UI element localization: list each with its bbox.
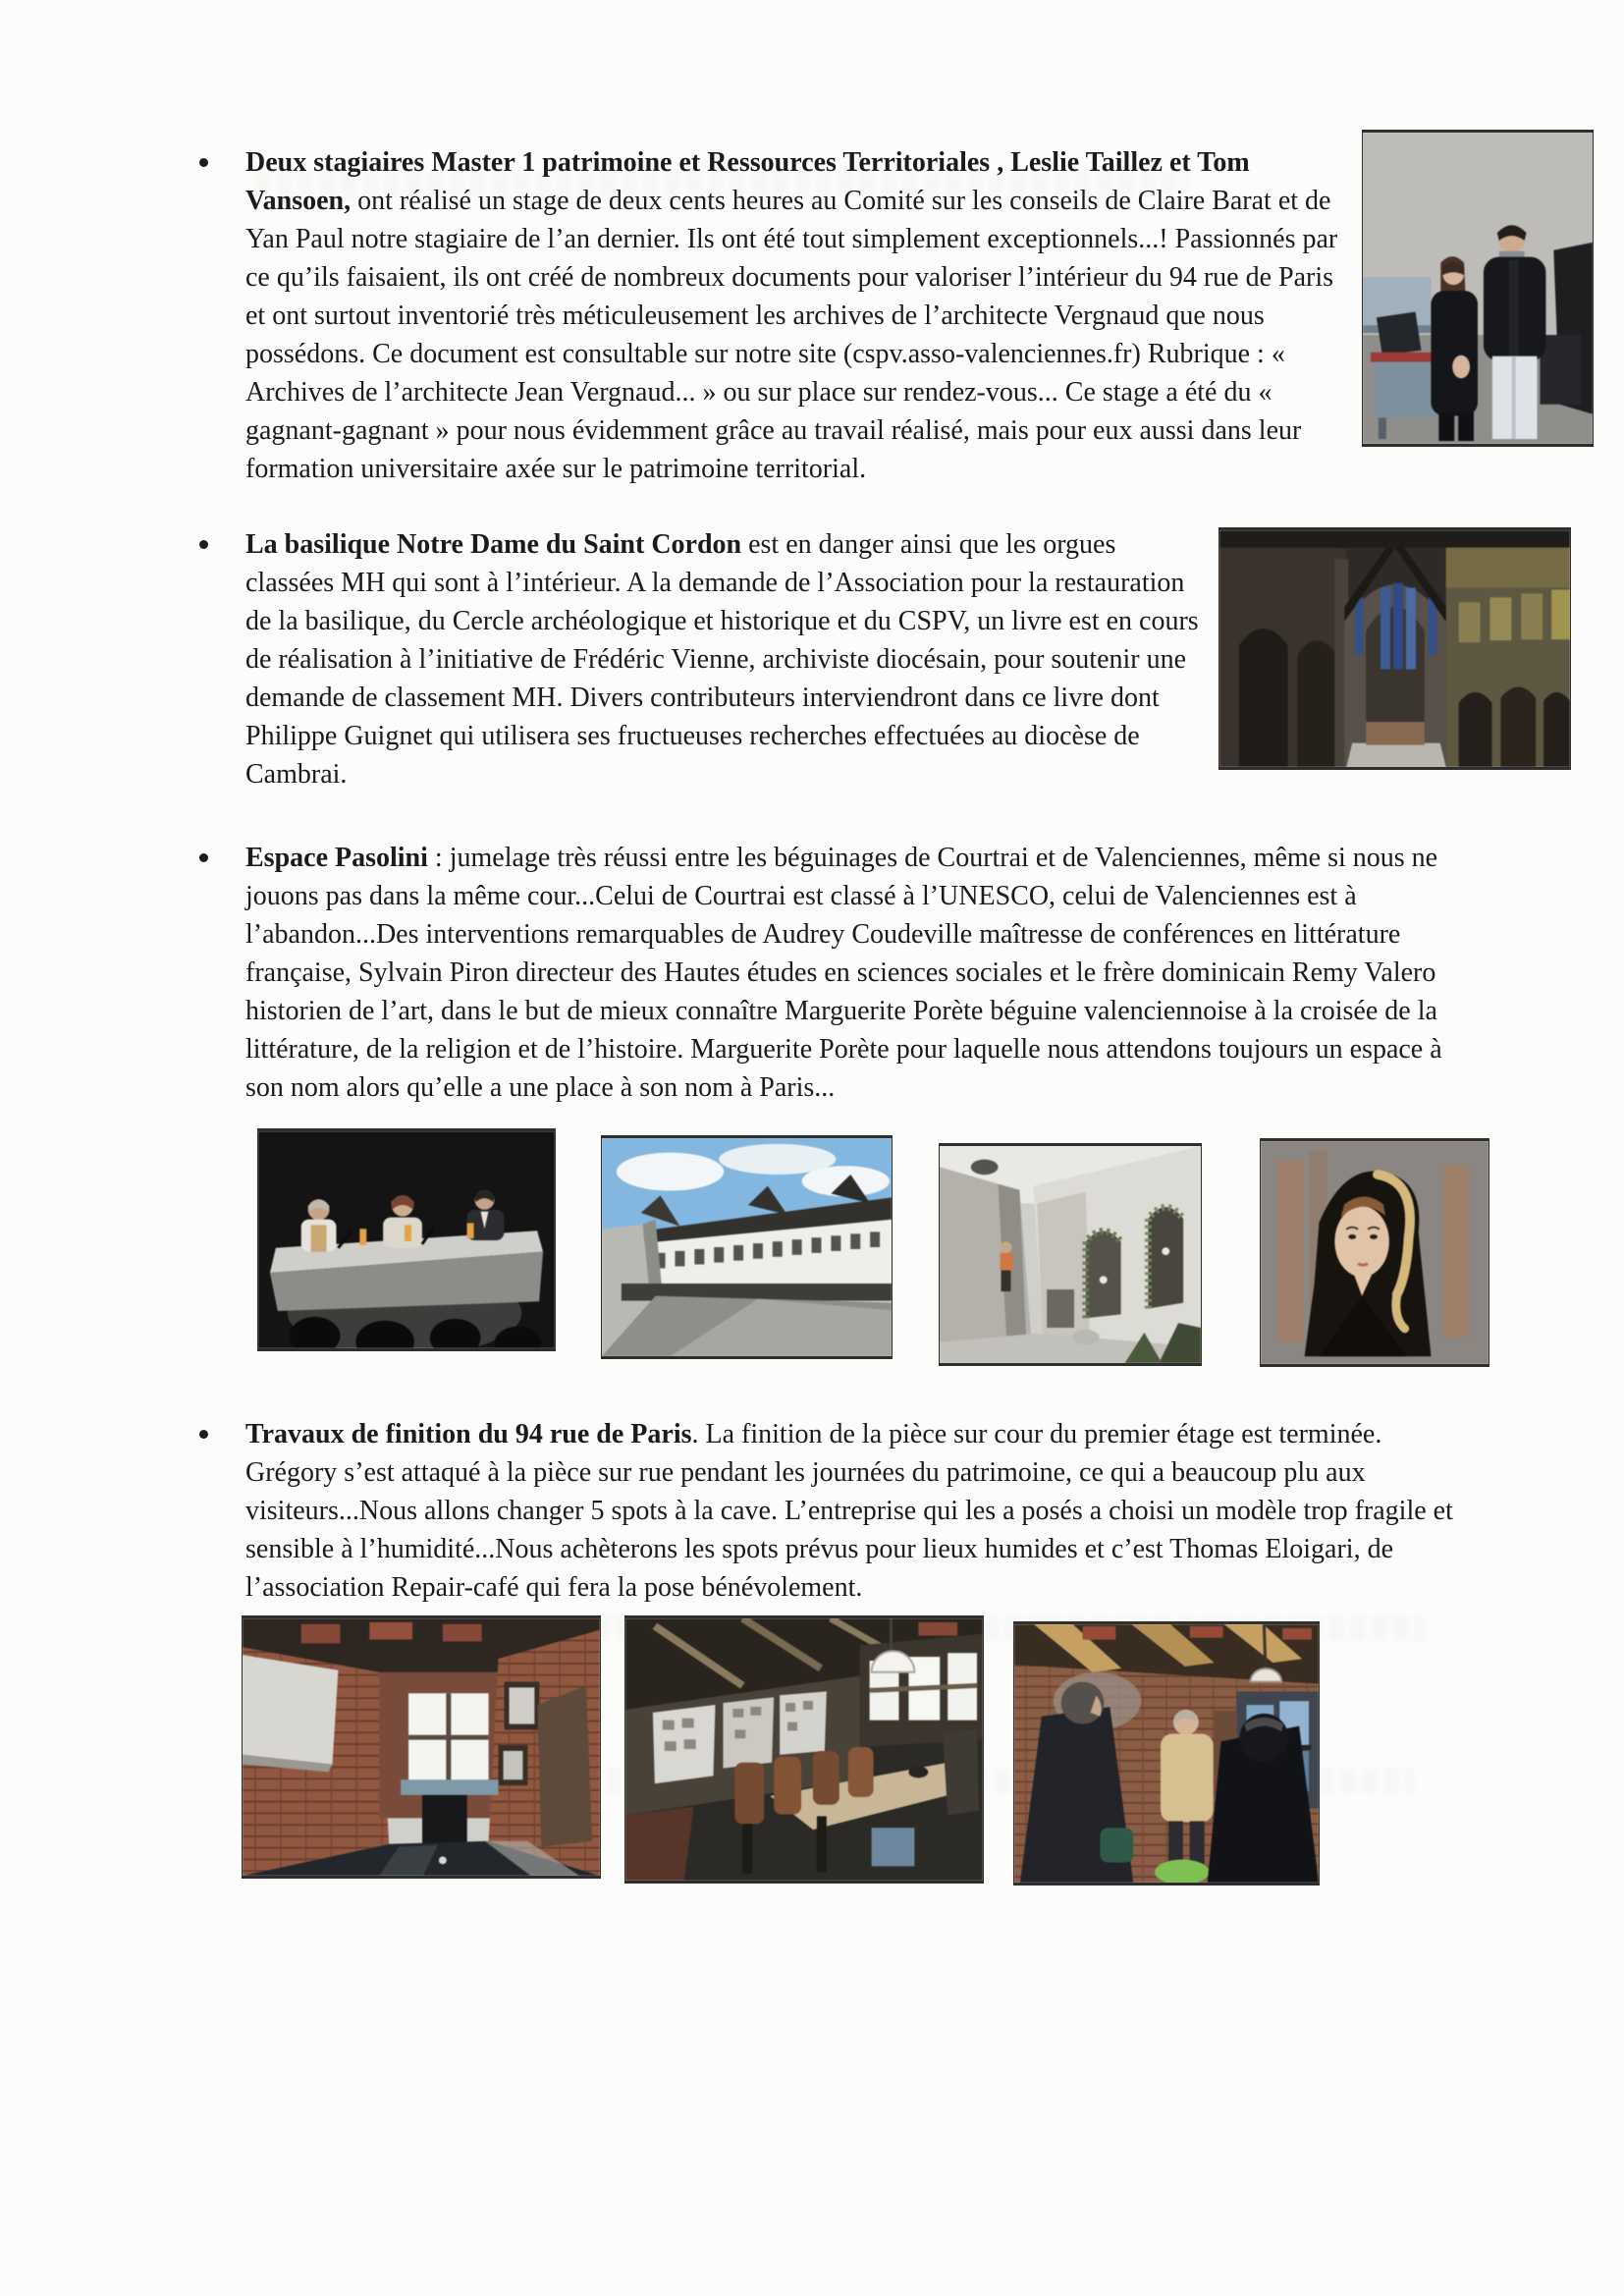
bullet-item-basilique [245, 525, 1571, 793]
paragraph [245, 839, 1478, 1107]
bullet-item-stagiaires [245, 143, 1594, 488]
bullet-list [0, 143, 1624, 1107]
bullet-dot [199, 540, 208, 549]
panel-discussion-photo [257, 1128, 556, 1351]
basilica-interior-photo [1218, 527, 1571, 770]
paragraph-lead: Deux stagiaires Master 1 patrimoine et Ressources Territoriales , Leslie Taillez et Tom Vansoen, [245, 147, 1250, 216]
interns-photo [1362, 130, 1594, 447]
bullet-dot [199, 158, 208, 167]
paragraph-body: est en danger ainsi que les orgues classées MH qui sont à l’intérieur. A la demande de l’Association pour la restauration de la basilique, du Cercle archéologique et historique et du CSPV, un livre est en cours de réalisation à l’initiative de Frédéric Vienne, archiviste diocésain, pour soutenir une demande de classement MH. Divers contributeurs interviendront dans ce livre dont Philippe Guignet qui utilisera ses fructueuses recherches effectuées au diocèse de Cambrai. [245, 529, 1199, 790]
paragraph-body: : jumelage très réussi entre les béguinages de Courtrai et de Valenciennes, même si nous ne jouons pas dans la même cour...Celui de Courtrai est classé à l’UNESCO, celui de Valenciennes est à l’abandon...Des interventions remarquables de Audrey Coudeville maîtresse de conférences en littérature française, Sylvain Piron directeur des Hautes études en sciences sociales et le frère dominicain Remy Valero historien de l’art, dans le but de mieux connaître Marguerite Porète béguine valenciennoise à la croisée de la littérature, de la religion et de l’histoire. Marguerite Porète pour laquelle nous attendons toujours un espace à son nom alors qu’elle a une place à son nom à Paris... [245, 843, 1442, 1103]
room-meeting-photo [624, 1615, 984, 1884]
room-brick-table-photo [242, 1615, 601, 1879]
bottom-photo-row [242, 1615, 1624, 1886]
bullet-dot [199, 853, 208, 862]
bullet-list-2 [0, 1415, 1624, 1607]
beguinage-houses-photo [601, 1135, 893, 1359]
paragraph-lead: La basilique Notre Dame du Saint Cordon [245, 529, 742, 560]
paragraph [245, 1415, 1473, 1607]
bullet-dot [199, 1430, 208, 1439]
paragraph-body: . La finition de la pièce sur cour du premier étage est terminée. Grégory s’est attaqué à la pièce sur rue pendant les journées du patrimoine, ce qui a beaucoup plu aux visiteurs...Nous allons changer 5 spots à la cave. L’entreprise qui les a posés a choisi un modèle trop fragile et sensible à l’humidité...Nous achèterons les spots prévus pour lieux humides et c’est Thomas Eloigari, de l’association Repair-café qui fera la pose bénévolement. [245, 1419, 1453, 1603]
paragraph-lead: Travaux de finition du 94 rue de Paris [245, 1419, 692, 1449]
bullet-item-travaux [245, 1415, 1473, 1607]
bullet-item-pasolini [245, 839, 1478, 1107]
marguerite-porete-portrait [1260, 1138, 1489, 1367]
paragraph-lead: Espace Pasolini [245, 843, 428, 873]
middle-photo-row [257, 1128, 1624, 1367]
paragraph-body: ont réalisé un stage de deux cents heures au Comité sur les conseils de Claire Barat et de Yan Paul notre stagiaire de l’an dernier. Ils ont été tout simplement exceptionnels...! Passionnés par ce qu’ils faisaient, ils ont créé de nombreux documents pour valoriser l’intérieur du 94 rue de Paris et ont surtout inventorié très méticuleusement les archives de l’architecte Vergnaud que nous possédons. Ce document est consultable sur notre site (cspv.asso-valenciennes.fr) Rubrique : « Archives de l’architecte Jean Vergnaud... » ou sur place sur rendez-vous... Ce stage a été du « gagnant-gagnant » pour nous évidemment grâce au travail réalisé, mais pour eux aussi dans leur formation universitaire axée sur le patrimoine territorial. [245, 186, 1338, 484]
visitors-photo [1013, 1621, 1320, 1886]
beguinage-alley-photo [939, 1143, 1202, 1366]
